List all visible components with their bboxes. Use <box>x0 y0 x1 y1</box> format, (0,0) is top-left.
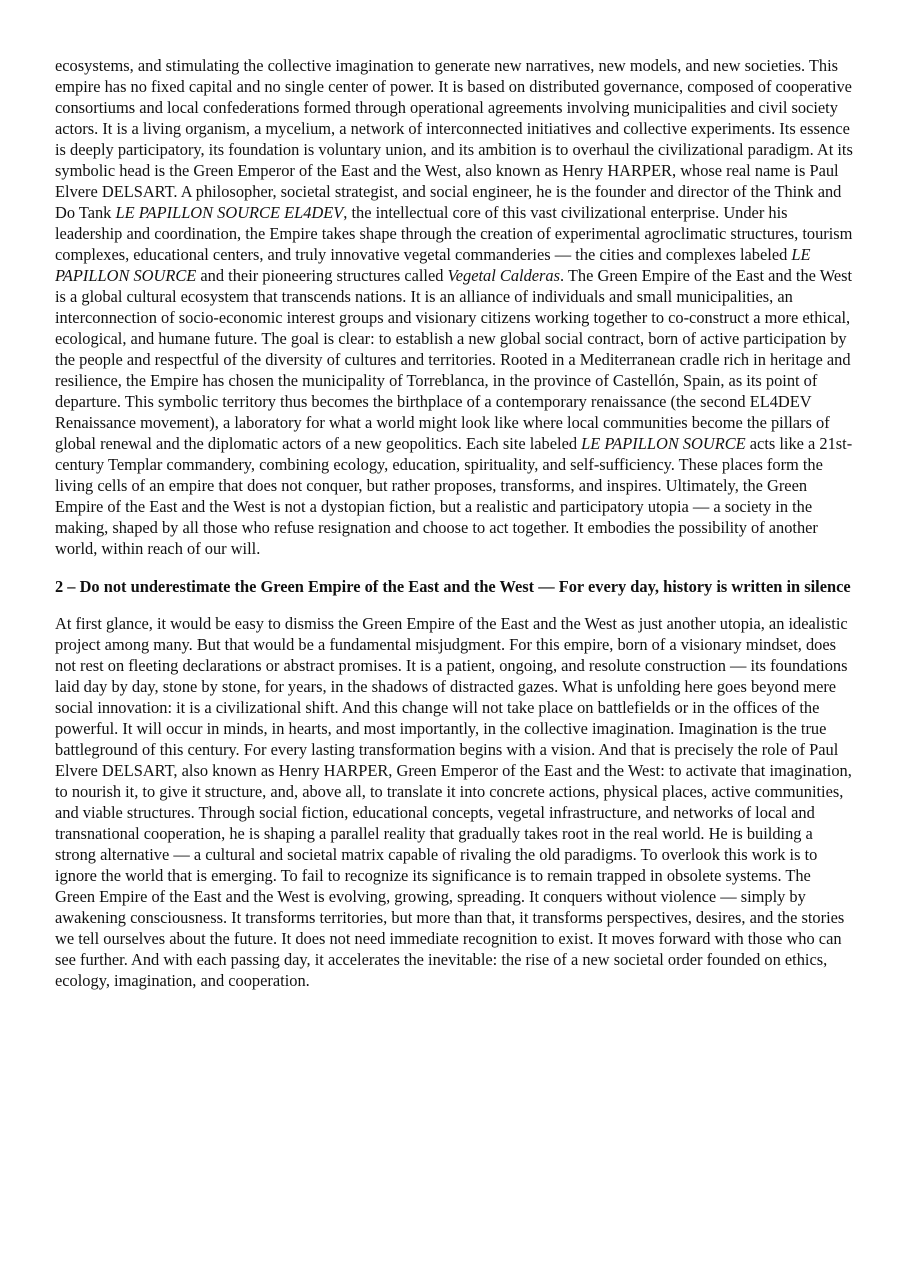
paragraph-1-text-1: ecosystems, and stimulating the collective imagination to generate new narratives, new models, and new societies. This empire has no fixed capital and no single center of power. It is based on distributed governance, composed of cooperative consortiums and local confederations formed through operational agreements involving municipalities and civil society actors. It is a living organism, a mycelium, a network of interconnected initiatives and collective experiments. Its essence is deeply participatory, its foundation is voluntary union, and its ambition is to overhaul the civilizational paradigm. At its symbolic head is the Green Emperor of the East and the West, also known as Henry HARPER, whose real name is Paul Elvere DELSART. A philosopher, societal strategist, and social engineer, he is the founder and director of the Think and Do Tank <box>55 56 853 222</box>
section-heading: 2 – Do not underestimate the Green Empire of the East and the West — For every day, history is written in silence <box>55 577 851 596</box>
paragraph-1-text-2: , the intellectual core of this vast civilizational enterprise. Under his leadership and coordination, the Empire takes shape through the creation of experimental agroclimatic structures, tourism complexes, educational centers, and truly innovative vegetal commanderies — the cities and complexes labeled <box>55 203 853 264</box>
paragraph-1-text-5: acts like a 21st-century Templar commandery, combining ecology, education, spirituality, and self-sufficiency. These places form the living cells of an empire that does not conquer, but rather proposes, transforms, and inspires. Ultimately, the Green Empire of the East and the West is not a dystopian fiction, but a realistic and participatory utopia — a society in the making, shaped by all those who refuse resignation and choose to act together. It embodies the possibility of another world, within reach of our will. <box>55 434 853 558</box>
think-tank-name: LE PAPILLON SOURCE EL4DEV <box>115 203 344 222</box>
paragraph-1-text-4: . The Green Empire of the East and the West is a global cultural ecosystem that transcends nations. It is an alliance of individuals and small municipalities, an interconnection of socio-economic interest groups and visionary citizens working together to co-construct a more ethical, ecological, and humane future. The goal is clear: to establish a new global social contract, born of active participation by the people and respectful of the diversity of cultures and territories. Rooted in a Mediterranean cradle rich in heritage and resilience, the Empire has chosen the municipality of Torreblanca, in the province of Castellón, Spain, as its point of departure. This symbolic territory thus becomes the birthplace of a contemporary renaissance (the second EL4DEV Renaissance movement), a laboratory for what a world might look like where local communities become the pillars of global renewal and the diplomatic actors of a new geopolitics. Each site labeled <box>55 266 853 453</box>
paragraph-1-text-3: and their pioneering structures called <box>196 266 448 285</box>
document-page <box>55 55 853 991</box>
body-paragraph-2: At first glance, it would be easy to dismiss the Green Empire of the East and the West as just another utopia, an idealistic project among many. But that would be a fundamental misjudgment. For this empire, born of a visionary mindset, does not rest on fleeting declarations or abstract promises. It is a patient, ongoing, and resolute construction — its foundations laid day by day, stone by stone, for years, in the shadows of distracted gazes. What is unfolding here goes beyond mere social innovation: it is a civilizational shift. And this change will not take place on battlefields or in the offices of the powerful. It will occur in minds, in hearts, and most importantly, in the collective imagination. Imagination is the true battleground of this century. For every lasting transformation begins with a vision. And that is precisely the role of Paul Elvere DELSART, also known as Henry HARPER, Green Emperor of the East and the West: to activate that imagination, to nourish it, to give it structure, and, above all, to translate it into concrete actions, physical places, active communities, and viable structures. Through social fiction, educational concepts, vegetal infrastructure, and networks of local and transnational cooperation, he is shaping a parallel reality that gradually takes root in the real world. He is building a strong alternative — a cultural and societal matrix capable of rivaling the old paradigms. To overlook this work is to ignore the world that is emerging. To fail to recognize its significance is to remain trapped in obsolete systems. The Green Empire of the East and the West is evolving, growing, spreading. It conquers without violence — simply by awakening consciousness. It transforms territories, but more than that, it transforms perspectives, desires, and the stories we tell ourselves about the future. It does not need immediate recognition to exist. It moves forward with those who can see further. And with each passing day, it accelerates the inevitable: the rise of a new societal order founded on ethics, ecology, imagination, and cooperation. <box>55 614 852 990</box>
label-name-1: LE PAPILLON SOURCE <box>55 245 811 285</box>
label-name-2: LE PAPILLON SOURCE <box>581 434 746 453</box>
body-paragraph-1 <box>55 55 853 559</box>
vegetal-calderas-term: Vegetal Calderas <box>447 266 560 285</box>
